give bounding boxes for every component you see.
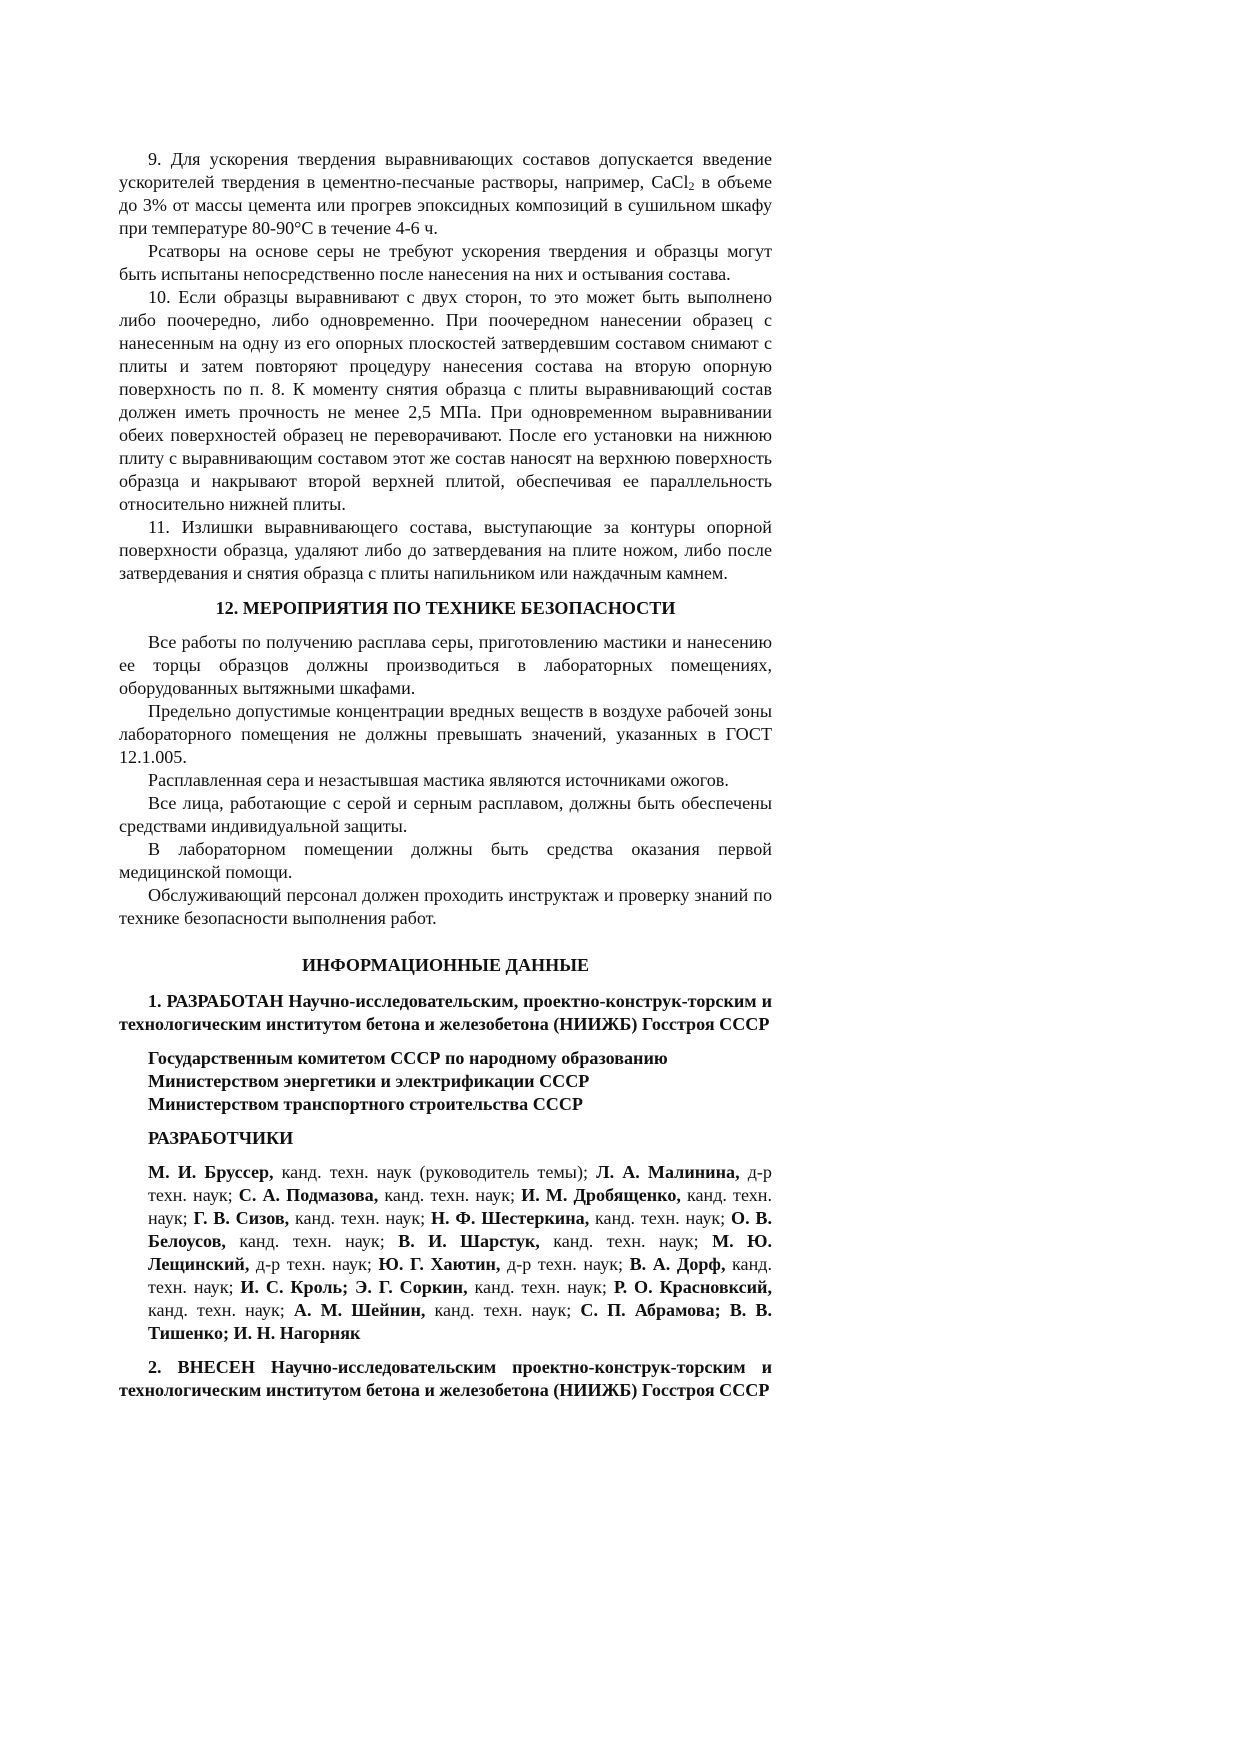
developer-name: М. И. Бруссер, bbox=[148, 1162, 274, 1182]
document-page bbox=[119, 148, 772, 1402]
developer-name: Н. Ф. Шестеркина, bbox=[430, 1208, 590, 1228]
developer-name: И. М. Дробященко, bbox=[521, 1185, 681, 1205]
safety-paragraph: Предельно допустимые концентрации вредных веществ в воздухе рабочей зоны лабораторного помещения не должны превышать значений, указанных в ГОСТ 12.1.005. bbox=[119, 701, 772, 767]
developers-list bbox=[119, 1161, 772, 1345]
paragraph-9-text-before: 9. Для ускорения твердения выравнивающих составов допускается введение ускорителей твердения в цементно-песчаные растворы, например, CaCl bbox=[119, 149, 772, 192]
developer-role: канд. техн. наук; bbox=[289, 1208, 431, 1228]
safety-paragraph: Все работы по получению расплава серы, приготовлению мастики и нанесению ее торцы образцов должны производиться в лабораторных помещениях, оборудованных вытяжными шкафами. bbox=[119, 632, 772, 698]
developer-name: О. В. Белоусов, bbox=[148, 1208, 773, 1251]
developer-role: канд. техн. наук; bbox=[425, 1300, 581, 1320]
paragraph-9-text-after: в объеме до 3% от массы цемента или прогрев эпоксидных композиций в сушильном шкафу при температуре 80-90°С в течение 4-6 ч. bbox=[119, 172, 772, 238]
developer-role: д-р техн. наук; bbox=[500, 1254, 630, 1274]
developer-name: С. П. Абрамова; В. В. Тишенко; И. Н. Нагорняк bbox=[148, 1300, 772, 1343]
co-developer-item: Министерством транспортного строительства СССР bbox=[148, 1094, 583, 1114]
developer-role: д-р техн. наук; bbox=[249, 1254, 379, 1274]
paragraph-sulfur: Рсатворы на основе серы не требуют ускорения твердения и образцы могут быть испытаны непосредственно после нанесения на них и остывания состава. bbox=[119, 241, 772, 284]
developer-role: канд. техн. наук; bbox=[148, 1185, 772, 1228]
developer-role: канд. техн. наук; bbox=[225, 1231, 399, 1251]
co-developers-list bbox=[119, 1047, 772, 1116]
developer-name: В. И. Шарстук, bbox=[398, 1231, 540, 1251]
safety-paragraph: Расплавленная сера и незастывшая мастика являются источниками ожогов. bbox=[148, 770, 729, 790]
safety-paragraph: Все лица, работающие с серой и серным расплавом, должны быть обеспечены средствами индивидуальной защиты. bbox=[119, 793, 772, 836]
developer-name: С. А. Подмазова, bbox=[238, 1185, 379, 1205]
developer-role: канд. техн. наук; bbox=[148, 1254, 773, 1297]
developer-role: канд. техн. наук; bbox=[148, 1300, 294, 1320]
safety-section-title: 12. МЕРОПРИЯТИЯ ПО ТЕХНИКЕ БЕЗОПАСНОСТИ bbox=[215, 598, 676, 618]
developed-by: 1. РАЗРАБОТАН Научно-исследовательским, проектно-конструк-торским и технологическим институтом бетона и железобетона (НИИЖБ) Госстроя СССР bbox=[119, 991, 772, 1034]
developer-name: И. С. Кроль; Э. Г. Соркин, bbox=[240, 1277, 468, 1297]
introduced-by: 2. ВНЕСЕН Научно-исследовательским проектно-конструк-торским и технологическим институтом бетона и железобетона (НИИЖБ) Госстроя СССР bbox=[119, 1357, 772, 1400]
developers-heading: РАЗРАБОТЧИКИ bbox=[148, 1128, 294, 1148]
developer-role: д-р техн. наук; bbox=[148, 1162, 772, 1205]
developer-name: В. А. Дорф, bbox=[629, 1254, 726, 1274]
co-developer-item: Министерством энергетики и электрификации СССР bbox=[148, 1071, 590, 1091]
paragraph-11: 11. Излишки выравнивающего состава, выступающие за контуры опорной поверхности образца, удаляют либо до затвердевания на плите ножом, либо после затвердевания и снятия образца с плиты напильником или наждачным камнем. bbox=[119, 517, 772, 583]
safety-paragraph: В лабораторном помещении должны быть средства оказания первой медицинской помощи. bbox=[119, 839, 772, 882]
developer-role: канд. техн. наук; bbox=[378, 1185, 522, 1205]
developer-name: Ю. Г. Хаютин, bbox=[378, 1254, 501, 1274]
developer-name: А. М. Шейнин, bbox=[293, 1300, 426, 1320]
co-developer-item: Государственным комитетом СССР по народному образованию bbox=[148, 1048, 668, 1068]
developer-role: канд. техн. наук (руководитель темы); bbox=[273, 1162, 597, 1182]
developer-name: М. Ю. Лещинский, bbox=[148, 1231, 772, 1274]
safety-paragraphs bbox=[119, 631, 772, 930]
paragraph-9 bbox=[119, 148, 772, 240]
paragraph-9-subscript: 2 bbox=[688, 179, 695, 193]
developer-role: канд. техн. наук; bbox=[589, 1208, 732, 1228]
developer-name: Г. В. Сизов, bbox=[193, 1208, 290, 1228]
safety-paragraph: Обслуживающий персонал должен проходить инструктаж и проверку знаний по технике безопасности выполнения работ. bbox=[119, 885, 772, 928]
developer-role: канд. техн. наук; bbox=[539, 1231, 713, 1251]
developer-role: канд. техн. наук; bbox=[467, 1277, 614, 1297]
developer-name: Л. А. Малинина, bbox=[596, 1162, 740, 1182]
paragraph-10: 10. Если образцы выравнивают с двух сторон, то это может быть выполнено либо поочередно, либо одновременно. При поочередном нанесении образец с нанесенным на одну из его опорных плоскостей затвердевшим составом снимают с плиты и затем повторяют процедуру нанесения состава на вторую опорную поверхность по п. 8. К моменту снятия образца с плиты выравнивающий состав должен иметь прочность не менее 2,5 МПа. При одновременном выравнивании обеих поверхностей образец не переворачивают. После его установки на нижнюю плиту с выравнивающим составом этот же состав наносят на верхнюю поверхность образца и накрывают второй верхней плитой, обеспечивая ее параллельность относительно нижней плиты. bbox=[119, 287, 772, 514]
developer-name: Р. О. Красновксий, bbox=[613, 1277, 772, 1297]
info-section-title: ИНФОРМАЦИОННЫЕ ДАННЫЕ bbox=[301, 955, 590, 975]
